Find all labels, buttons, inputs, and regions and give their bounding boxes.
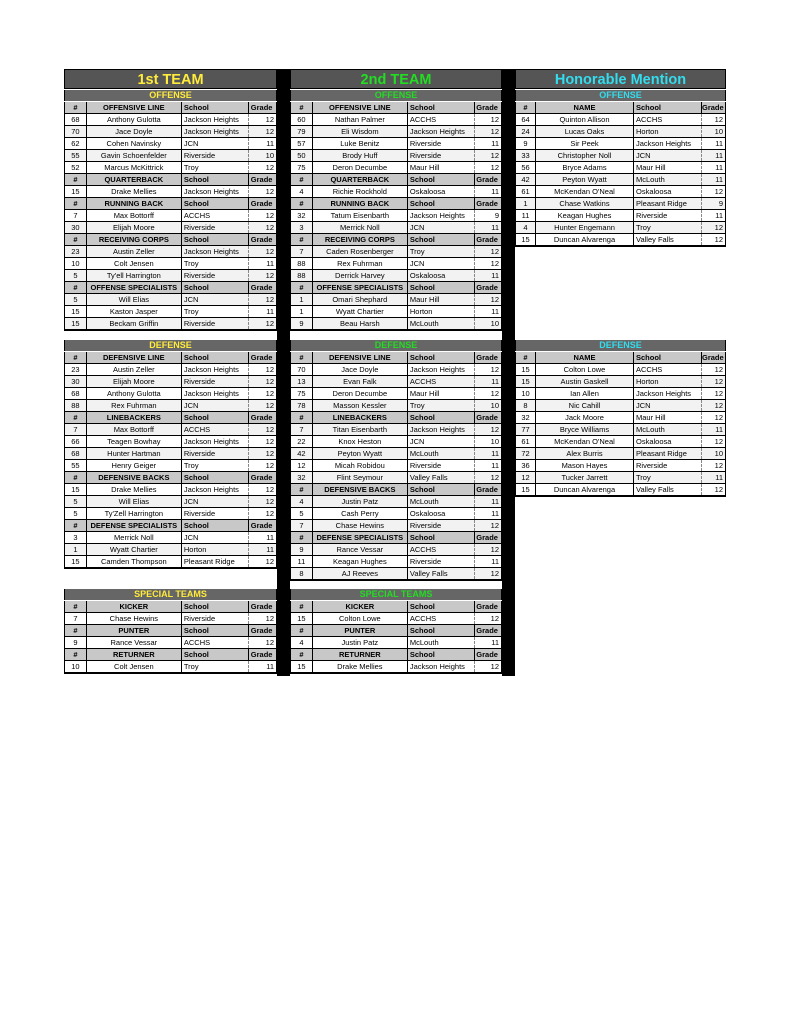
player-row: 11 Keagan Hughes Riverside 11 [291, 556, 501, 568]
player-row: 88 Derrick Harvey Oskaloosa 11 [291, 270, 501, 282]
player-row: 75 Deron Decumbe Maur Hill 12 [291, 388, 501, 400]
hm-player-row: 15 Austin Gaskell Horton 12 [516, 376, 725, 388]
position-header: # LINEBACKERS School Grade [65, 412, 276, 424]
hm-player-row: 56 Bryce Adams Maur Hill 11 [516, 162, 725, 174]
hm-player-row: 64 Quinton Allison ACCHS 12 [516, 114, 725, 126]
player-row: 50 Brody Huff Riverside 12 [291, 150, 501, 162]
position-header: # DEFENSIVE LINE School Grade [65, 352, 276, 364]
position-header: # RETURNER School Grade [65, 649, 276, 661]
player-row: 70 Jace Doyle Jackson Heights 12 [291, 364, 501, 376]
player-row: 15 Beckam Griffin Riverside 12 [65, 318, 276, 330]
player-row: 88 Rex Fuhrman JCN 12 [65, 400, 276, 412]
player-row: 4 Justin Patz McLouth 11 [291, 496, 501, 508]
hm-player-row: 11 Keagan Hughes Riverside 11 [516, 210, 725, 222]
player-row: 9 Rance Vessar ACCHS 12 [291, 544, 501, 556]
title-second-team: 2nd TEAM [290, 69, 502, 89]
player-row: 3 Merrick Noll JCN 11 [65, 532, 276, 544]
first-team-offense [64, 102, 277, 331]
hm-player-row: 72 Alex Burris Pleasant Ridge 10 [516, 448, 725, 460]
title-first-team: 1st TEAM [64, 69, 277, 89]
hm-player-row: 33 Christopher Noll JCN 11 [516, 150, 725, 162]
player-row: 75 Deron Decumbe Maur Hill 12 [291, 162, 501, 174]
title-honorable-mention: Honorable Mention [515, 69, 726, 89]
player-row: 68 Anthony Gulotta Jackson Heights 12 [65, 114, 276, 126]
player-row: 15 Colton Lowe ACCHS 12 [291, 613, 501, 625]
section-defense-second: DEFENSE [290, 340, 502, 351]
player-row: 10 Colt Jensen Troy 11 [65, 258, 276, 270]
player-row: 15 Kaston Jasper Troy 11 [65, 306, 276, 318]
hm-player-row: 10 Ian Allen Jackson Heights 12 [516, 388, 725, 400]
position-header: # KICKER School Grade [291, 601, 501, 613]
hm-defense [515, 352, 726, 497]
player-row: 15 Camden Thompson Pleasant Ridge 12 [65, 556, 276, 568]
player-row: 1 Wyatt Chartier Horton 11 [65, 544, 276, 556]
position-header: # PUNTER School Grade [291, 625, 501, 637]
section-defense-hm: DEFENSE [515, 340, 726, 351]
player-row: 66 Teagen Bowhay Jackson Heights 12 [65, 436, 276, 448]
player-row: 12 Micah Robidou Riverside 11 [291, 460, 501, 472]
player-row: 7 Titan Eisenbarth Jackson Heights 12 [291, 424, 501, 436]
section-offense-hm: OFFENSE [515, 90, 726, 101]
position-header: # LINEBACKERS School Grade [291, 412, 501, 424]
separator-1 [277, 69, 290, 676]
position-header: # OFFENSE SPECIALISTS School Grade [291, 282, 501, 294]
hm-player-row: 15 Duncan Alvarenga Valley Falls 12 [516, 234, 725, 246]
position-header: # OFFENSIVE LINE School Grade [65, 102, 276, 114]
player-row: 7 Caden Rosenberger Troy 12 [291, 246, 501, 258]
player-row: 13 Evan Falk ACCHS 11 [291, 376, 501, 388]
section-defense-first: DEFENSE [64, 340, 277, 351]
player-row: 30 Elijah Moore Riverside 12 [65, 222, 276, 234]
player-row: 23 Austin Zeller Jackson Heights 12 [65, 364, 276, 376]
position-header: # DEFENSIVE LINE School Grade [291, 352, 501, 364]
position-header: # RECEIVING CORPS School Grade [291, 234, 501, 246]
second-team-special [290, 601, 502, 674]
hm-player-row: 42 Peyton Wyatt McLouth 11 [516, 174, 725, 186]
player-row: 22 Knox Heston JCN 10 [291, 436, 501, 448]
position-header: # RUNNING BACK School Grade [65, 198, 276, 210]
position-header: # QUARTERBACK School Grade [291, 174, 501, 186]
position-header: # RETURNER School Grade [291, 649, 501, 661]
player-row: 68 Anthony Gulotta Jackson Heights 12 [65, 388, 276, 400]
position-header: # PUNTER School Grade [65, 625, 276, 637]
player-row: 57 Luke Benitz Riverside 11 [291, 138, 501, 150]
player-row: 5 Will Elias JCN 12 [65, 496, 276, 508]
player-row: 7 Chase Hewins Riverside 12 [65, 613, 276, 625]
player-row: 60 Nathan Palmer ACCHS 12 [291, 114, 501, 126]
second-team-defense [290, 352, 502, 581]
player-row: 1 Omari Shephard Maur Hill 12 [291, 294, 501, 306]
position-header: # RECEIVING CORPS School Grade [65, 234, 276, 246]
player-row: 7 Max Bottorff ACCHS 12 [65, 424, 276, 436]
player-row: 15 Drake Mellies Jackson Heights 12 [65, 484, 276, 496]
hm-player-row: 8 Nic Cahill JCN 12 [516, 400, 725, 412]
section-offense-first: OFFENSE [64, 90, 277, 101]
hm-player-row: 36 Mason Hayes Riverside 12 [516, 460, 725, 472]
player-row: 32 Tatum Eisenbarth Jackson Heights 9 [291, 210, 501, 222]
hm-player-row: 4 Hunter Engemann Troy 12 [516, 222, 725, 234]
player-row: 70 Jace Doyle Jackson Heights 12 [65, 126, 276, 138]
player-row: 15 Drake Mellies Jackson Heights 12 [65, 186, 276, 198]
player-row: 42 Peyton Wyatt McLouth 11 [291, 448, 501, 460]
player-row: 78 Masson Kessler Troy 10 [291, 400, 501, 412]
player-row: 1 Wyatt Chartier Horton 11 [291, 306, 501, 318]
position-header: # RUNNING BACK School Grade [291, 198, 501, 210]
player-row: 52 Marcus McKittrick Troy 12 [65, 162, 276, 174]
player-row: 23 Austin Zeller Jackson Heights 12 [65, 246, 276, 258]
player-row: 9 Rance Vessar ACCHS 12 [65, 637, 276, 649]
player-row: 9 Beau Harsh McLouth 10 [291, 318, 501, 330]
player-row: 55 Henry Geiger Troy 12 [65, 460, 276, 472]
position-header: # OFFENSE SPECIALISTS School Grade [65, 282, 276, 294]
hm-player-row: 15 Duncan Alvarenga Valley Falls 12 [516, 484, 725, 496]
hm-player-row: 15 Colton Lowe ACCHS 12 [516, 364, 725, 376]
hm-player-row: 32 Jack Moore Maur Hill 12 [516, 412, 725, 424]
position-header: # DEFENSIVE BACKS School Grade [291, 484, 501, 496]
player-row: 7 Max Bottorff ACCHS 12 [65, 210, 276, 222]
player-row: 62 Cohen Navinsky JCN 11 [65, 138, 276, 150]
player-row: 7 Chase Hewins Riverside 12 [291, 520, 501, 532]
second-team-offense [290, 102, 502, 331]
player-row: 10 Colt Jensen Troy 11 [65, 661, 276, 673]
player-row: 68 Hunter Hartman Riverside 12 [65, 448, 276, 460]
section-special-second: SPECIAL TEAMS [290, 589, 502, 600]
player-row: 79 Eli Wisdom Jackson Heights 12 [291, 126, 501, 138]
position-header: # KICKER School Grade [65, 601, 276, 613]
player-row: 4 Justin Patz McLouth 11 [291, 637, 501, 649]
player-row: 88 Rex Fuhrman JCN 12 [291, 258, 501, 270]
hm-player-row: 61 McKendan O'Neal Oskaloosa 12 [516, 436, 725, 448]
hm-player-row: 24 Lucas Oaks Horton 10 [516, 126, 725, 138]
player-row: 4 Richie Rockhold Oskaloosa 11 [291, 186, 501, 198]
hm-player-row: 77 Bryce Williams McLouth 11 [516, 424, 725, 436]
first-team-special [64, 601, 277, 674]
separator-2 [502, 69, 515, 676]
player-row: 8 AJ Reeves Valley Falls 12 [291, 568, 501, 580]
section-offense-second: OFFENSE [290, 90, 502, 101]
player-row: 5 Will Elias JCN 12 [65, 294, 276, 306]
player-row: 32 Flint Seymour Valley Falls 12 [291, 472, 501, 484]
hm-player-row: 61 McKendan O'Neal Oskaloosa 12 [516, 186, 725, 198]
player-row: 30 Elijah Moore Riverside 12 [65, 376, 276, 388]
player-row: 5 Ty'Zell Harrington Riverside 12 [65, 508, 276, 520]
position-header: # QUARTERBACK School Grade [65, 174, 276, 186]
first-team-defense [64, 352, 277, 569]
player-row: 55 Gavin Schoenfelder Riverside 10 [65, 150, 276, 162]
section-special-first: SPECIAL TEAMS [64, 589, 277, 600]
hm-header: # NAME School Grade [516, 352, 725, 364]
position-header: # DEFENSE SPECIALISTS School Grade [65, 520, 276, 532]
position-header: # OFFENSIVE LINE School Grade [291, 102, 501, 114]
position-header: # DEFENSE SPECIALISTS School Grade [291, 532, 501, 544]
hm-player-row: 1 Chase Watkins Pleasant Ridge 9 [516, 198, 725, 210]
player-row: 5 Ty'ell Harrington Riverside 12 [65, 270, 276, 282]
hm-header: # NAME School Grade [516, 102, 725, 114]
hm-player-row: 9 Sir Peek Jackson Heights 11 [516, 138, 725, 150]
player-row: 3 Merrick Noll JCN 11 [291, 222, 501, 234]
hm-player-row: 12 Tucker Jarrett Troy 11 [516, 472, 725, 484]
position-header: # DEFENSIVE BACKS School Grade [65, 472, 276, 484]
player-row: 5 Cash Perry Oskaloosa 11 [291, 508, 501, 520]
player-row: 15 Drake Mellies Jackson Heights 12 [291, 661, 501, 673]
hm-offense [515, 102, 726, 247]
